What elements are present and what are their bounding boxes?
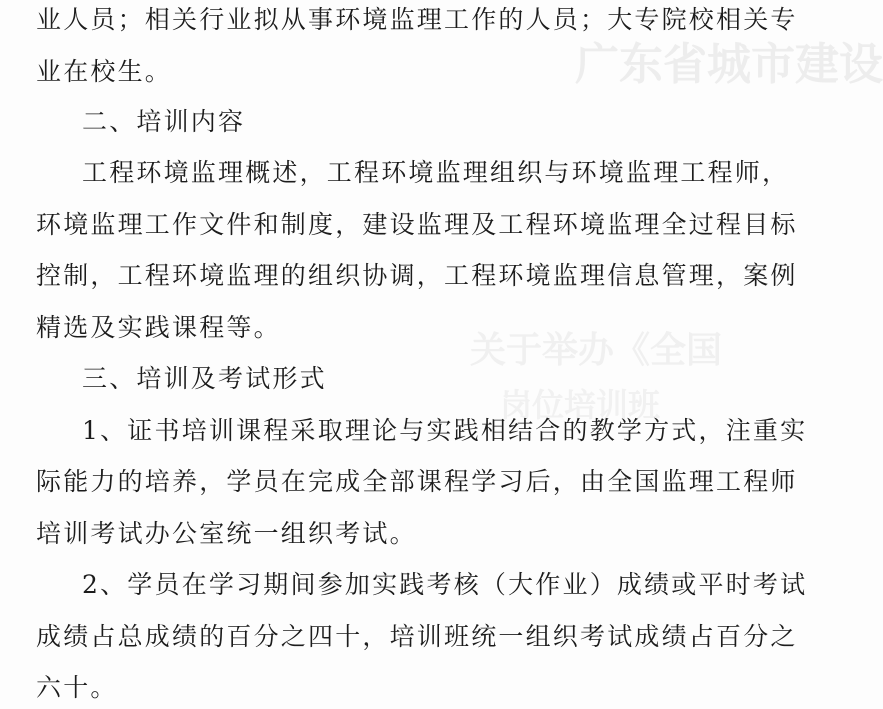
- paragraph-line: 六十。: [36, 673, 118, 702]
- paragraph-line: 际能力的培养，学员在完成全部课程学习后，由全国监理工程师: [36, 467, 798, 496]
- paragraph-line: 业在校生。: [36, 57, 173, 86]
- section-heading-training-exam: 三、培训及考试形式: [82, 364, 327, 393]
- bleed-through-text-middle: 关于举办《全国: [470, 329, 723, 371]
- bleed-through-text-top: 广东省城市建设: [575, 39, 883, 90]
- section-heading-training-content: 二、培训内容: [82, 107, 246, 136]
- paragraph-line: 工程环境监理概述，工程环境监理组织与环境监理工程师，: [82, 158, 790, 187]
- paragraph-line: 成绩占总成绩的百分之四十，培训班统一组织考试成绩占百分之: [36, 622, 798, 651]
- paragraph-line: 环境监理工作文件和制度，建设监理及工程环境监理全过程目标: [36, 210, 798, 239]
- paragraph-line: 培训考试办公室统一组织考试。: [36, 519, 417, 548]
- bleed-through-text-lower: 岗位培训班: [500, 386, 661, 424]
- paragraph-line: 精选及实践课程等。: [36, 313, 281, 342]
- paragraph-line: 2、学员在学习期间参加实践考核（大作业）成绩或平时考试: [82, 570, 808, 599]
- paragraph-line: 1、证书培训课程采取理论与实践相结合的教学方式，注重实: [82, 416, 808, 445]
- paragraph-line: 控制，工程环境监理的组织协调，工程环境监理信息管理，案例: [36, 261, 798, 290]
- paragraph-line: 业人员；相关行业拟从事环境监理工作的人员；大专院校相关专: [36, 5, 798, 34]
